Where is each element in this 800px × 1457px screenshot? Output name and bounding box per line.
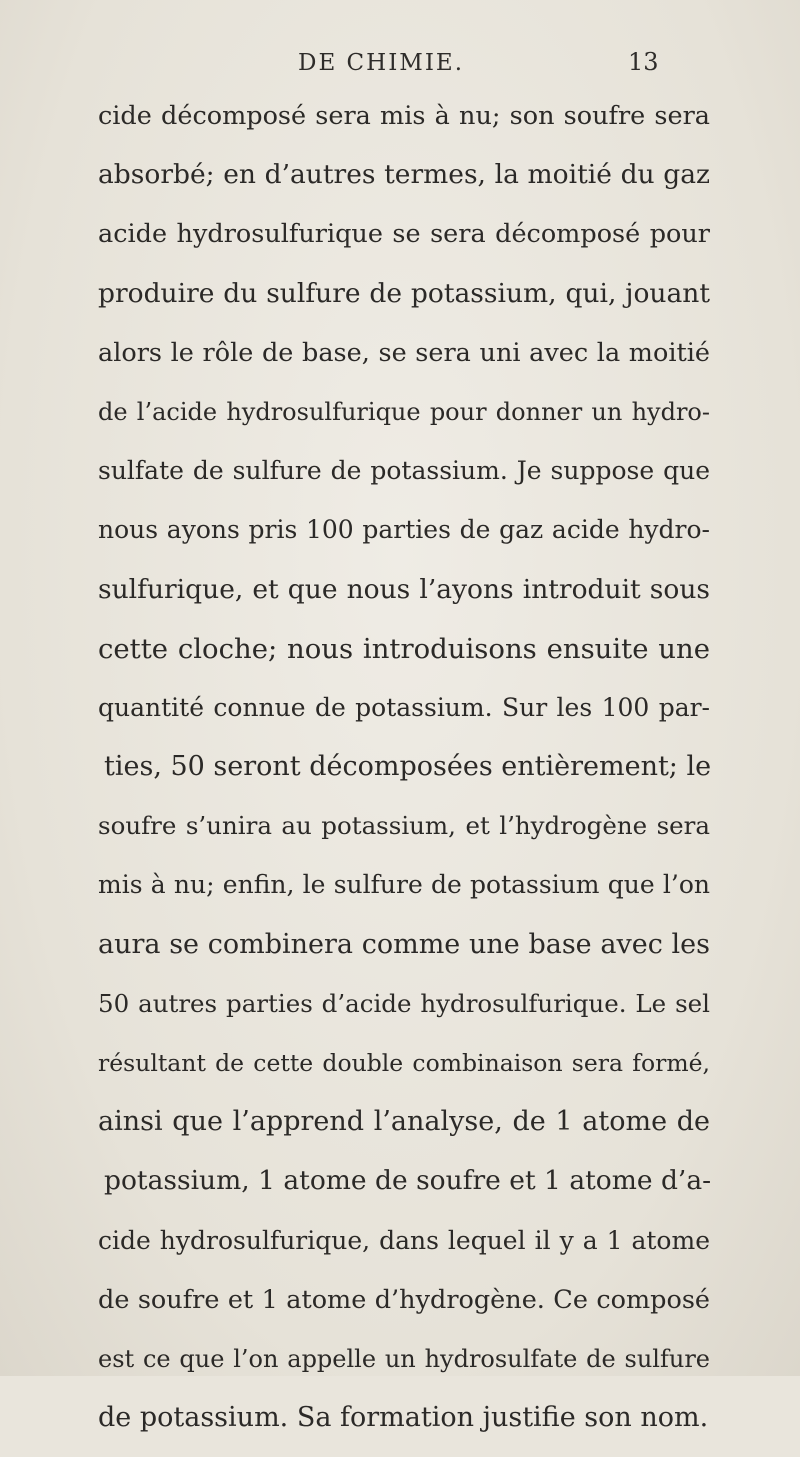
text-line: absorbé; en d’autres termes, la moitié du gaz	[98, 159, 710, 191]
text-line: de l’acide hydrosulfurique pour donner un hydro-	[98, 397, 710, 426]
text-line: ties, 50 seront décomposées entièrement; le	[104, 751, 712, 783]
text-line: cette cloche; nous introduisons ensuite une	[98, 632, 710, 665]
text-line: alors le rôle de base, se sera uni avec la moitié	[98, 337, 710, 368]
text-line: ainsi que l’apprend l’analyse, de 1 atome de	[98, 1106, 710, 1138]
page-header	[0, 50, 800, 80]
body-text	[98, 96, 710, 1457]
text-line: potassium, 1 atome de soufre et 1 atome d’a-	[104, 1165, 712, 1197]
text-line: de soufre et 1 atome d’hydrogène. Ce composé	[98, 1284, 710, 1315]
text-line: cide décomposé sera mis à nu; son soufre sera	[98, 101, 710, 131]
text-line: sulfate de sulfure de potassium. Je suppose que	[98, 456, 710, 486]
text-line: de potassium. Sa formation justifie son nom.	[98, 1402, 709, 1434]
text-line: nous ayons pris 100 parties de gaz acide hydro-	[98, 515, 710, 545]
text-line: sulfurique, et que nous l’ayons introduit sous	[98, 573, 710, 605]
text-line: résultant de cette double combinaison sera formé,	[98, 1049, 710, 1077]
text-line: acide hydrosulfurique se sera décomposé pour	[98, 219, 710, 250]
text-line: soufre s’unira au potassium, et l’hydrogène sera	[98, 811, 710, 841]
text-line: quantité connue de potassium. Sur les 100 par-	[98, 692, 710, 722]
text-line: est ce que l’on appelle un hydrosulfate de sulfure	[98, 1344, 710, 1373]
page-number: 13	[628, 48, 659, 76]
text-line: cide hydrosulfurique, dans lequel il y a 1 atome	[98, 1225, 710, 1255]
text-line: mis à nu; enfin, le sulfure de potassium que l’on	[98, 870, 710, 900]
running-head: DE CHIMIE.	[298, 50, 465, 76]
text-line: produire du sulfure de potassium, qui, jouant	[98, 277, 710, 309]
text-line: 50 autres parties d’acide hydrosulfurique. Le sel	[98, 988, 710, 1018]
text-line: aura se combinera comme une base avec les	[98, 928, 710, 960]
